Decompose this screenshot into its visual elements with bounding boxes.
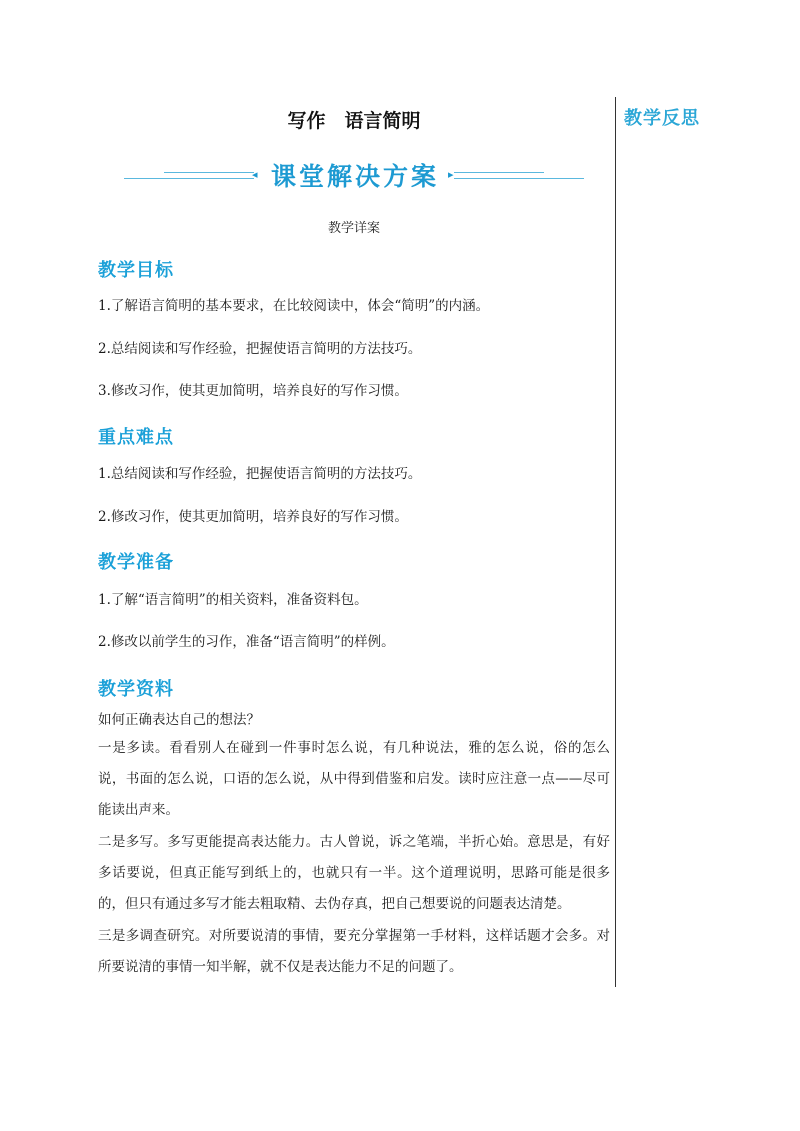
column-divider — [615, 97, 616, 987]
section-banner — [124, 155, 584, 195]
objective-item: 3.修改习作，使其更加简明，培养良好的写作习惯。 — [98, 383, 408, 399]
banner-line-right-bottom — [454, 178, 584, 179]
key-point-item: 2.修改习作，使其更加简明，培养良好的写作习惯。 — [98, 509, 408, 525]
preparation-item: 2.修改以前学生的习作，准备“语言简明”的样例。 — [98, 634, 395, 650]
page-title: 写作 语言简明 — [287, 110, 421, 132]
preparation-heading: 教学准备 — [98, 552, 174, 573]
objective-item: 1.了解语言简明的基本要求，在比较阅读中，体会“简明”的内涵。 — [98, 298, 490, 314]
banner-line-right-top — [454, 172, 544, 173]
objective-item: 2.总结阅读和写作经验，把握使语言简明的方法技巧。 — [98, 341, 422, 357]
materials-question: 如何正确表达自己的想法？ — [98, 712, 260, 728]
key-points-heading: 重点难点 — [98, 427, 174, 448]
subtitle: 教学详案 — [327, 221, 380, 236]
banner-title: 课堂解决方案 — [270, 162, 439, 191]
preparation-item: 1.了解“语言简明”的相关资料，准备资料包。 — [98, 592, 368, 608]
objectives-heading: 教学目标 — [98, 260, 174, 281]
key-point-item: 1.总结阅读和写作经验，把握使语言简明的方法技巧。 — [98, 466, 422, 482]
materials-paragraph: 二是多写。多写更能提高表达能力。古人曾说，诉之笔端，半折心始。意思是，有好多话要说，但真正能写到纸上的，也就只有一半。这个道理说明，思路可能是很多的，但只有通过多写才能去粗取精、去伪存真，把自己想要说的问题表达清楚。 — [98, 834, 610, 912]
banner-line-left-bottom — [124, 178, 254, 179]
materials-heading: 教学资料 — [98, 679, 174, 700]
banner-arrow-right-icon: ▸ — [448, 168, 454, 181]
materials-paragraph: 一是多读。看看别人在碰到一件事时怎么说，有几种说法，雅的怎么说，俗的怎么说，书面的怎么说，口语的怎么说，从中得到借鉴和启发。读时应注意一点——尽可能读出声来。 — [98, 740, 610, 818]
banner-line-left-top — [164, 172, 254, 173]
materials-paragraph: 三是多调查研究。对所要说清的事情，要充分掌握第一手材料，这样话题才会多。对所要说清的事情一知半解，就不仅是表达能力不足的问题了。 — [98, 928, 610, 975]
banner-arrow-left-icon: ◂ — [252, 168, 258, 181]
reflection-heading: 教学反思 — [624, 108, 700, 129]
